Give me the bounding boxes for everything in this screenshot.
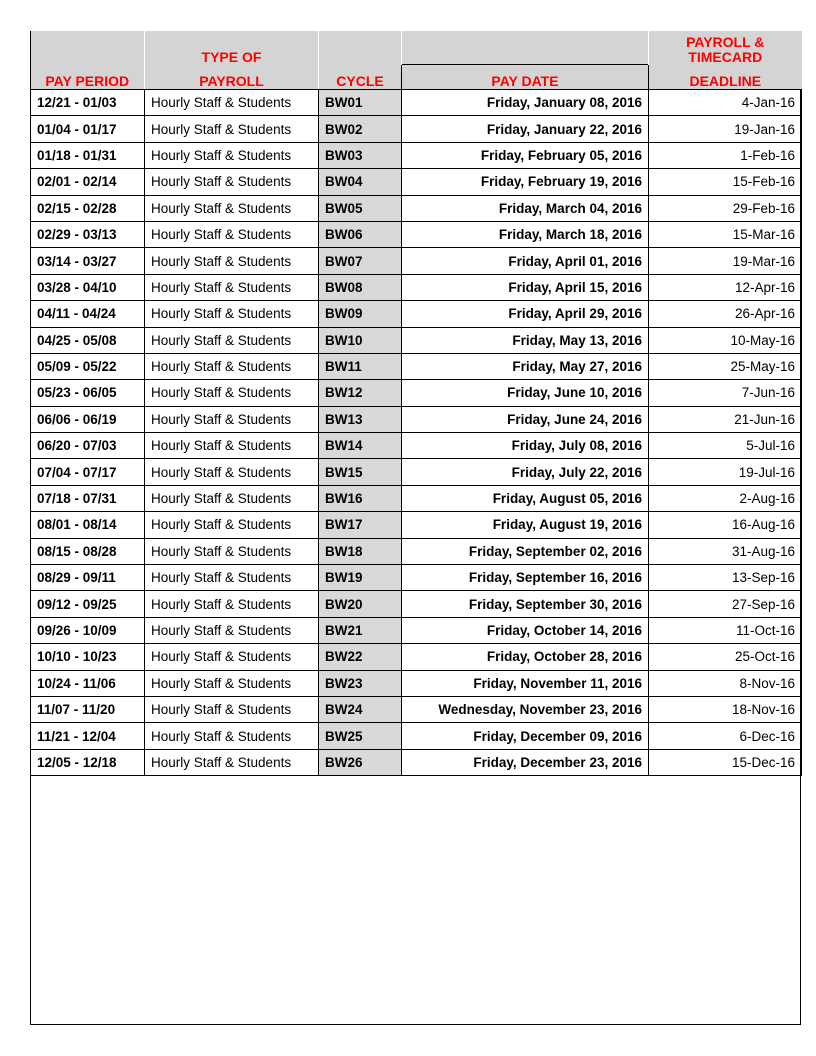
table-row — [31, 406, 802, 432]
pay-date-cell: Friday, March 04, 2016 — [402, 195, 649, 221]
payroll-type-cell: Hourly Staff & Students — [145, 565, 319, 591]
pay-date-cell: Friday, December 23, 2016 — [402, 749, 649, 775]
table-row — [31, 90, 802, 116]
payroll-type-cell: Hourly Staff & Students — [145, 670, 319, 696]
payroll-type-cell: Hourly Staff & Students — [145, 327, 319, 353]
pay-date-cell: Friday, November 11, 2016 — [402, 670, 649, 696]
cycle-cell: BW09 — [319, 301, 402, 327]
payroll-type-cell: Hourly Staff & Students — [145, 433, 319, 459]
header-pay-date: PAY DATE — [402, 65, 649, 90]
pay-period-cell: 02/29 - 03/13 — [31, 221, 145, 247]
payroll-type-cell: Hourly Staff & Students — [145, 538, 319, 564]
pay-date-cell: Friday, April 01, 2016 — [402, 248, 649, 274]
deadline-cell: 1-Feb-16 — [649, 142, 802, 168]
pay-period-cell: 01/04 - 01/17 — [31, 116, 145, 142]
cycle-cell: BW05 — [319, 195, 402, 221]
pay-date-cell: Wednesday, November 23, 2016 — [402, 696, 649, 722]
table-row — [31, 670, 802, 696]
deadline-cell: 7-Jun-16 — [649, 380, 802, 406]
cycle-cell: BW20 — [319, 591, 402, 617]
table-row — [31, 696, 802, 722]
pay-period-cell: 02/15 - 02/28 — [31, 195, 145, 221]
payroll-type-cell: Hourly Staff & Students — [145, 644, 319, 670]
table-row — [31, 459, 802, 485]
table-row — [31, 380, 802, 406]
table-row — [31, 274, 802, 300]
pay-date-cell: Friday, May 13, 2016 — [402, 327, 649, 353]
pay-date-cell: Friday, September 02, 2016 — [402, 538, 649, 564]
table-row — [31, 248, 802, 274]
deadline-cell: 12-Apr-16 — [649, 274, 802, 300]
payroll-type-cell: Hourly Staff & Students — [145, 248, 319, 274]
cycle-cell: BW01 — [319, 90, 402, 116]
cycle-cell: BW21 — [319, 617, 402, 643]
payroll-type-cell: Hourly Staff & Students — [145, 617, 319, 643]
pay-period-cell: 12/21 - 01/03 — [31, 90, 145, 116]
cycle-cell: BW25 — [319, 723, 402, 749]
payroll-type-cell: Hourly Staff & Students — [145, 723, 319, 749]
deadline-cell: 15-Dec-16 — [649, 749, 802, 775]
deadline-cell: 11-Oct-16 — [649, 617, 802, 643]
pay-period-cell: 02/01 - 02/14 — [31, 169, 145, 195]
header-deadline-top-line1: PAYROLL & — [686, 33, 765, 50]
header-deadline-top-line2: TIMECARD — [688, 48, 763, 65]
table-row — [31, 142, 802, 168]
pay-period-cell: 05/09 - 05/22 — [31, 353, 145, 379]
deadline-cell: 19-Mar-16 — [649, 248, 802, 274]
cycle-cell: BW18 — [319, 538, 402, 564]
pay-date-cell: Friday, February 05, 2016 — [402, 142, 649, 168]
payroll-type-cell: Hourly Staff & Students — [145, 116, 319, 142]
header-type-top: TYPE OF — [145, 31, 319, 65]
table-row — [31, 723, 802, 749]
payroll-type-cell: Hourly Staff & Students — [145, 749, 319, 775]
cycle-cell: BW03 — [319, 142, 402, 168]
cycle-cell: BW10 — [319, 327, 402, 353]
payroll-type-cell: Hourly Staff & Students — [145, 169, 319, 195]
deadline-cell: 4-Jan-16 — [649, 90, 802, 116]
payroll-type-cell: Hourly Staff & Students — [145, 221, 319, 247]
pay-date-cell: Friday, June 10, 2016 — [402, 380, 649, 406]
payroll-type-cell: Hourly Staff & Students — [145, 696, 319, 722]
payroll-type-cell: Hourly Staff & Students — [145, 591, 319, 617]
pay-period-cell: 01/18 - 01/31 — [31, 142, 145, 168]
payroll-schedule-table — [30, 31, 802, 776]
header-cycle: CYCLE — [319, 65, 402, 90]
table-row — [31, 327, 802, 353]
deadline-cell: 18-Nov-16 — [649, 696, 802, 722]
header-blank-1 — [31, 31, 145, 65]
deadline-cell: 26-Apr-16 — [649, 301, 802, 327]
header-type-bottom: PAYROLL — [145, 65, 319, 90]
cycle-cell: BW14 — [319, 433, 402, 459]
pay-date-cell: Friday, July 22, 2016 — [402, 459, 649, 485]
pay-date-cell: Friday, August 05, 2016 — [402, 485, 649, 511]
pay-period-cell: 10/24 - 11/06 — [31, 670, 145, 696]
deadline-cell: 5-Jul-16 — [649, 433, 802, 459]
cycle-cell: BW22 — [319, 644, 402, 670]
table-row — [31, 538, 802, 564]
pay-date-cell: Friday, March 18, 2016 — [402, 221, 649, 247]
pay-date-cell: Friday, October 14, 2016 — [402, 617, 649, 643]
pay-period-cell: 11/07 - 11/20 — [31, 696, 145, 722]
pay-period-cell: 09/26 - 10/09 — [31, 617, 145, 643]
cycle-cell: BW07 — [319, 248, 402, 274]
cycle-cell: BW17 — [319, 512, 402, 538]
pay-period-cell: 07/04 - 07/17 — [31, 459, 145, 485]
deadline-cell: 21-Jun-16 — [649, 406, 802, 432]
deadline-cell: 8-Nov-16 — [649, 670, 802, 696]
deadline-cell: 6-Dec-16 — [649, 723, 802, 749]
payroll-type-cell: Hourly Staff & Students — [145, 195, 319, 221]
payroll-type-cell: Hourly Staff & Students — [145, 142, 319, 168]
header-pay-period: PAY PERIOD — [31, 65, 145, 90]
pay-date-cell: Friday, April 15, 2016 — [402, 274, 649, 300]
cycle-cell: BW26 — [319, 749, 402, 775]
pay-period-cell: 07/18 - 07/31 — [31, 485, 145, 511]
cycle-cell: BW08 — [319, 274, 402, 300]
cycle-cell: BW12 — [319, 380, 402, 406]
pay-date-cell: Friday, February 19, 2016 — [402, 169, 649, 195]
pay-period-cell: 08/01 - 08/14 — [31, 512, 145, 538]
header-deadline-bottom: DEADLINE — [649, 65, 802, 90]
pay-period-cell: 11/21 - 12/04 — [31, 723, 145, 749]
table-row — [31, 565, 802, 591]
header-deadline-top — [649, 31, 802, 65]
cycle-cell: BW04 — [319, 169, 402, 195]
payroll-type-cell: Hourly Staff & Students — [145, 353, 319, 379]
cycle-cell: BW06 — [319, 221, 402, 247]
pay-date-cell: Friday, August 19, 2016 — [402, 512, 649, 538]
deadline-cell: 19-Jul-16 — [649, 459, 802, 485]
table-row — [31, 116, 802, 142]
deadline-cell: 16-Aug-16 — [649, 512, 802, 538]
cycle-cell: BW15 — [319, 459, 402, 485]
payroll-type-cell: Hourly Staff & Students — [145, 380, 319, 406]
deadline-cell: 25-May-16 — [649, 353, 802, 379]
deadline-cell: 2-Aug-16 — [649, 485, 802, 511]
table-row — [31, 301, 802, 327]
pay-period-cell: 03/14 - 03/27 — [31, 248, 145, 274]
header-blank-3 — [319, 31, 402, 65]
pay-period-cell: 06/06 - 06/19 — [31, 406, 145, 432]
deadline-cell: 27-Sep-16 — [649, 591, 802, 617]
table-row — [31, 353, 802, 379]
pay-date-cell: Friday, September 30, 2016 — [402, 591, 649, 617]
table-row — [31, 591, 802, 617]
cycle-cell: BW24 — [319, 696, 402, 722]
deadline-cell: 13-Sep-16 — [649, 565, 802, 591]
cycle-cell: BW16 — [319, 485, 402, 511]
table-row — [31, 617, 802, 643]
payroll-type-cell: Hourly Staff & Students — [145, 485, 319, 511]
deadline-cell: 15-Mar-16 — [649, 221, 802, 247]
pay-period-cell: 08/15 - 08/28 — [31, 538, 145, 564]
table-row — [31, 512, 802, 538]
cycle-cell: BW11 — [319, 353, 402, 379]
pay-date-cell: Friday, June 24, 2016 — [402, 406, 649, 432]
pay-period-cell: 06/20 - 07/03 — [31, 433, 145, 459]
deadline-cell: 10-May-16 — [649, 327, 802, 353]
deadline-cell: 25-Oct-16 — [649, 644, 802, 670]
pay-period-cell: 09/12 - 09/25 — [31, 591, 145, 617]
table-row — [31, 485, 802, 511]
payroll-type-cell: Hourly Staff & Students — [145, 512, 319, 538]
cycle-cell: BW19 — [319, 565, 402, 591]
pay-period-cell: 05/23 - 06/05 — [31, 380, 145, 406]
pay-period-cell: 12/05 - 12/18 — [31, 749, 145, 775]
table-row — [31, 644, 802, 670]
pay-period-cell: 04/25 - 05/08 — [31, 327, 145, 353]
pay-period-cell: 03/28 - 04/10 — [31, 274, 145, 300]
header-blank-4 — [402, 31, 649, 65]
pay-period-cell: 08/29 - 09/11 — [31, 565, 145, 591]
cycle-cell: BW13 — [319, 406, 402, 432]
pay-date-cell: Friday, January 22, 2016 — [402, 116, 649, 142]
table-row — [31, 195, 802, 221]
table-row — [31, 433, 802, 459]
pay-period-cell: 04/11 - 04/24 — [31, 301, 145, 327]
cycle-cell: BW02 — [319, 116, 402, 142]
payroll-type-cell: Hourly Staff & Students — [145, 406, 319, 432]
payroll-type-cell: Hourly Staff & Students — [145, 459, 319, 485]
pay-period-cell: 10/10 - 10/23 — [31, 644, 145, 670]
pay-date-cell: Friday, December 09, 2016 — [402, 723, 649, 749]
pay-date-cell: Friday, July 08, 2016 — [402, 433, 649, 459]
deadline-cell: 15-Feb-16 — [649, 169, 802, 195]
payroll-type-cell: Hourly Staff & Students — [145, 90, 319, 116]
deadline-cell: 19-Jan-16 — [649, 116, 802, 142]
deadline-cell: 29-Feb-16 — [649, 195, 802, 221]
payroll-type-cell: Hourly Staff & Students — [145, 274, 319, 300]
payroll-type-cell: Hourly Staff & Students — [145, 301, 319, 327]
table-row — [31, 749, 802, 775]
pay-date-cell: Friday, April 29, 2016 — [402, 301, 649, 327]
pay-date-cell: Friday, May 27, 2016 — [402, 353, 649, 379]
pay-date-cell: Friday, October 28, 2016 — [402, 644, 649, 670]
pay-date-cell: Friday, September 16, 2016 — [402, 565, 649, 591]
cycle-cell: BW23 — [319, 670, 402, 696]
deadline-cell: 31-Aug-16 — [649, 538, 802, 564]
table-row — [31, 221, 802, 247]
pay-date-cell: Friday, January 08, 2016 — [402, 90, 649, 116]
table-row — [31, 169, 802, 195]
